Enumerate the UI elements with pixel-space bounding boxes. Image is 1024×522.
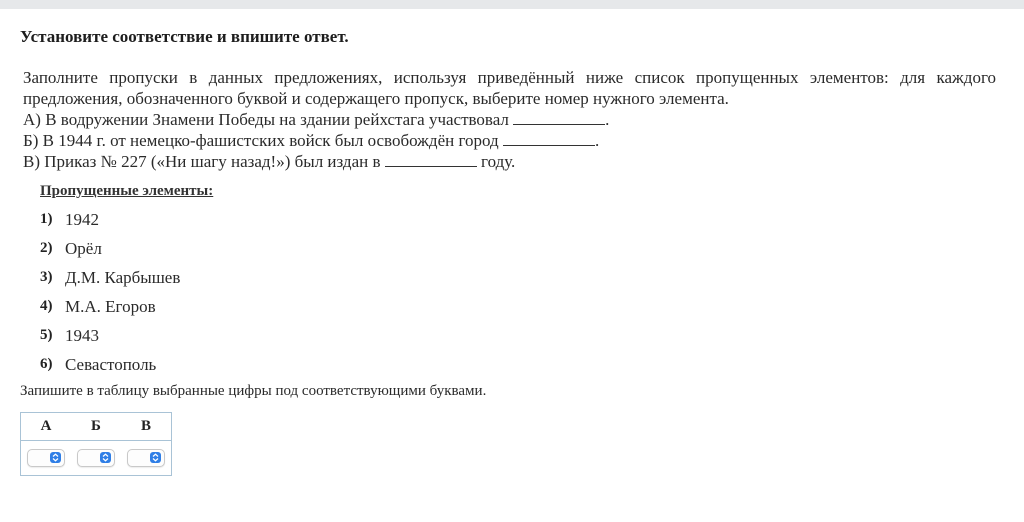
options-title: Пропущенные элементы:: [40, 183, 214, 199]
option-number: 2): [40, 240, 53, 256]
list-item: [40, 234, 180, 263]
top-bar: [0, 0, 1024, 9]
option-number: 3): [40, 269, 53, 285]
updown-chevron-icon: [50, 452, 61, 463]
sentence-b: [23, 130, 996, 151]
option-text: М.А. Егоров: [65, 296, 156, 316]
option-number: 4): [40, 298, 53, 314]
sentence-a-end: .: [605, 110, 610, 129]
list-item: [40, 321, 180, 350]
option-text: 1943: [65, 325, 99, 345]
options-list: [40, 205, 180, 379]
task-intro: Заполните пропуски в данных предложениях, используя приведённый ниже список пропущенных элементов: для каждого предложения, обозначенного буквой и содержащего пропуск, выберите номер нужного элемента.: [23, 68, 996, 108]
list-item: [40, 292, 180, 321]
option-number: 1): [40, 211, 53, 227]
updown-chevron-icon: [150, 452, 161, 463]
sentence-b-end: .: [594, 131, 600, 150]
list-item: [40, 350, 180, 379]
list-item: [40, 205, 180, 234]
answer-table-row: [21, 441, 172, 476]
answer-cell-b: [71, 441, 121, 476]
updown-chevron-icon: [100, 452, 111, 463]
sentence-a-blank: [513, 109, 605, 125]
task-heading: Установите соответствие и впишите ответ.: [20, 27, 349, 46]
sentence-b-text: Б) В 1944 г. от немецко-фашистских войск был освобождён город: [23, 131, 499, 150]
column-header-a: А: [21, 413, 72, 441]
answer-select-b[interactable]: [77, 449, 115, 467]
sentence-v-text: В) Приказ № 227 («Ни шагу назад!») был издан в: [23, 152, 381, 171]
option-text: 1942: [65, 209, 99, 229]
sentence-v-end: году.: [481, 152, 516, 171]
option-text: Д.М. Карбышев: [65, 267, 181, 287]
sentence-a: [23, 109, 996, 130]
answer-table-header: [21, 413, 172, 441]
answer-table: [20, 412, 172, 476]
answer-select-a[interactable]: [27, 449, 65, 467]
option-number: 6): [40, 356, 53, 372]
column-header-v: В: [121, 413, 172, 441]
sentence-a-text: А) В водружении Знамени Победы на здании рейхстага участвовал: [23, 110, 509, 129]
list-item: [40, 263, 180, 292]
option-text: Севастополь: [65, 354, 157, 374]
answer-instruction: Запишите в таблицу выбранные цифры под соответствующими буквами.: [20, 383, 487, 399]
sentence-v: [23, 151, 996, 172]
option-text: Орёл: [65, 238, 102, 258]
sentence-b-blank: [503, 130, 595, 146]
sentence-v-blank: [385, 151, 477, 167]
answer-cell-v: [121, 441, 172, 476]
task-text: [23, 67, 996, 172]
column-header-b: Б: [71, 413, 121, 441]
option-number: 5): [40, 327, 53, 343]
answer-select-v[interactable]: [127, 449, 165, 467]
answer-cell-a: [21, 441, 72, 476]
